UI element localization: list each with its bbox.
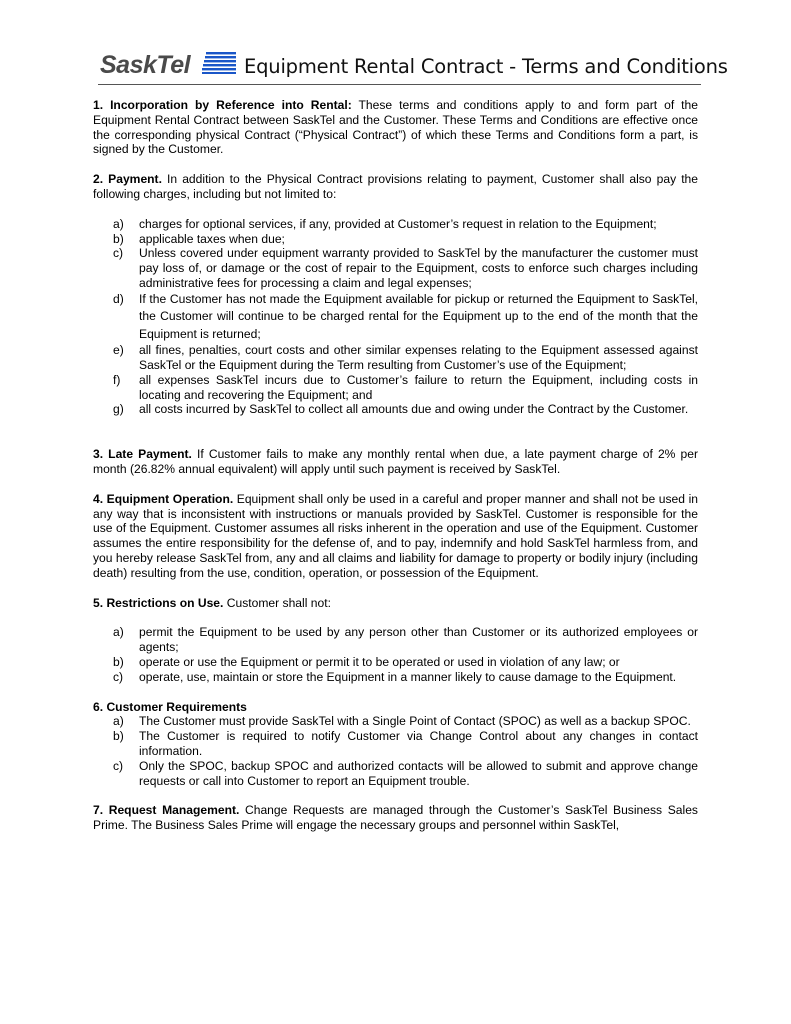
sasktel-logo-mark-icon: [202, 52, 236, 74]
section-7-text: Change Requests are managed through the Customer’s SaskTel Business Sales Prime. The Business Sales Prime will engage the necessary groups and personnel within SaskTel,: [93, 803, 698, 833]
list-item-text: applicable taxes when due;: [139, 231, 285, 246]
list-marker: c): [113, 246, 124, 261]
list-item-text: charges for optional services, if any, provided at Customer’s request in relation to the Equipment;: [139, 216, 657, 231]
list-item: [93, 759, 698, 789]
section-1: [93, 98, 698, 157]
list-item-text: operate or use the Equipment or permit it to be operated or used in violation of any law; or: [139, 655, 620, 670]
list-item-text: Only the SPOC, backup SPOC and authorized contacts will be allowed to submit and approve change requests or call into Customer to report an Equipment trouble.: [139, 758, 698, 788]
list-marker: b): [113, 729, 124, 744]
section-6: [93, 700, 698, 715]
sasktel-logo: SaskTel: [100, 51, 191, 79]
document-header: [98, 46, 728, 85]
list-marker: g): [113, 402, 124, 417]
section-7-heading: 7. Request Management.: [93, 803, 240, 818]
list-marker: c): [113, 758, 124, 773]
list-item-text: The Customer must provide SaskTel with a Single Point of Contact (SPOC) as well as a backup SPOC.: [139, 714, 691, 729]
section-1-text: These terms and conditions apply to and form part of the Equipment Rental Contract between SaskTel and the Customer. These Terms and Conditions are effective once the corresponding physical Contract (“Physical Contract”) of which these Terms and Conditions form a part, is signed by the Customer.: [93, 98, 698, 157]
payment-charges-list: [93, 217, 698, 417]
section-6-heading: 6. Customer Requirements: [93, 699, 247, 714]
list-item: [93, 291, 698, 344]
customer-requirements-list: [93, 714, 698, 788]
restrictions-list: [93, 625, 698, 684]
list-item-text: all costs incurred by SaskTel to collect all amounts due and owing under the Contract by the Customer.: [139, 402, 689, 417]
list-item-text: Unless covered under equipment warranty provided to SaskTel by the manufacturer the customer must pay loss of, or damage or the cost of repair to the Equipment, costs to enforce such charges including administrative fees for processing a claim and legal expenses;: [139, 246, 698, 290]
list-item: [93, 625, 698, 655]
list-item: [93, 655, 698, 670]
list-marker: b): [113, 231, 124, 246]
section-2-text: In addition to the Physical Contract provisions relating to payment, Customer shall also pay the following charges, including but not limited to:: [93, 172, 699, 201]
list-marker: c): [113, 669, 124, 684]
list-item: [93, 670, 698, 685]
list-item: [93, 373, 698, 403]
section-4: [93, 492, 698, 581]
list-item: [93, 343, 698, 373]
list-marker: d): [113, 291, 124, 306]
section-3-text: If Customer fails to make any monthly rental when due, a late payment charge of 2% per month (26.82% annual equivalent) will apply until such payment is received by SaskTel.: [93, 447, 698, 477]
section-4-heading: 4. Equipment Operation.: [93, 491, 234, 506]
section-7: [93, 803, 698, 833]
list-item-text: all expenses SaskTel incurs due to Customer’s failure to return the Equipment, including costs in locating and recovering the Equipment; and: [139, 372, 698, 402]
section-5-text: Customer shall not:: [223, 595, 331, 610]
list-marker: a): [113, 625, 124, 640]
list-marker: a): [113, 216, 124, 231]
section-2-heading: 2. Payment.: [93, 172, 162, 187]
list-item-text: If the Customer has not made the Equipment available for pickup or returned the Equipment to SaskTel, the Customer will continue to be charged rental for the Equipment up to the end of the month that the Equipment is returned;: [139, 291, 698, 341]
list-item-text: The Customer is required to notify Customer via Change Control about any changes in contact information.: [139, 729, 698, 758]
list-item: [93, 729, 698, 759]
section-2: [93, 172, 698, 202]
list-marker: e): [113, 343, 124, 358]
document-title: Equipment Rental Contract - Terms and Conditions: [244, 55, 728, 78]
section-5: [93, 596, 698, 611]
list-item: [93, 217, 698, 232]
list-item: [93, 232, 698, 247]
list-item-text: operate, use, maintain or store the Equipment in a manner likely to cause damage to the Equipment.: [139, 669, 677, 684]
list-marker: f): [113, 372, 121, 387]
section-1-heading: 1. Incorporation by Reference into Rental:: [93, 98, 352, 112]
list-item: [93, 246, 698, 290]
list-marker: b): [113, 655, 124, 670]
section-3: [93, 447, 698, 477]
section-3-heading: 3. Late Payment.: [93, 447, 192, 462]
list-item-text: permit the Equipment to be used by any person other than Customer or its authorized employees or agents;: [139, 625, 698, 655]
terms-body: [93, 98, 698, 833]
section-4-text: Equipment shall only be used in a careful and proper manner and shall not be used in any way that is inconsistent with instructions or manuals provided by SaskTel. Customer is responsible for the use of the Equipment. Customer assumes all risks inherent in the operation and use of the Equipment. Customer assumes the entire responsibility for the defense of, and to pay, indemnify and hold SaskTel harmless from, and you hereby release SaskTel from, any and all claims and liability for damage to property or bodily injury (including death) resulting from the use, condition, operation, or possession of the Equipment.: [93, 491, 698, 580]
list-item: [93, 402, 698, 417]
list-marker: a): [113, 714, 124, 729]
section-5-heading: 5. Restrictions on Use.: [93, 595, 224, 610]
list-item-text: all fines, penalties, court costs and other similar expenses relating to the Equipment assessed against SaskTel or the Equipment during the Term resulting from Customer’s use of the Equipment;: [139, 343, 698, 373]
list-item: [93, 714, 698, 729]
